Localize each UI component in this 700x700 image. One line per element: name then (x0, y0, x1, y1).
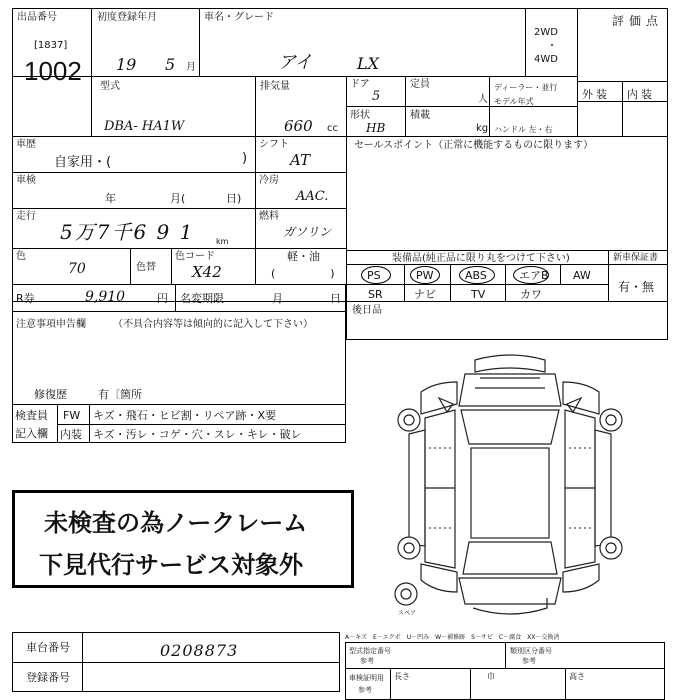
ac-label: 冷房 (259, 175, 279, 186)
recycle-value: 9,910 (85, 289, 126, 305)
drive-dot: ・ (547, 41, 557, 52)
repair-label: 修復歴 (34, 388, 67, 401)
later-items-box (346, 302, 668, 340)
inspection-day: 日) (226, 192, 242, 205)
doors-label: ドア (350, 79, 370, 90)
mileage-unit: km (216, 237, 229, 246)
equip-abs: ABS (465, 269, 487, 282)
repair-value: 有〔箇所 (98, 388, 142, 401)
line (470, 668, 471, 700)
notes-hint: （不具合内容等は傾向的に記入して下さい） (113, 319, 313, 330)
equip-airbag: エアB (519, 269, 549, 282)
color-label: 色 (16, 251, 26, 262)
month-unit: 月 (186, 62, 196, 73)
line (89, 405, 90, 443)
line (57, 424, 346, 425)
notes-label: 注意事項申告欄 (16, 319, 86, 330)
shift-label: シフト (259, 139, 289, 150)
model-label: 型式 (100, 81, 120, 92)
exterior-label: 外装 (582, 88, 610, 101)
mileage-label: 走行 (16, 211, 36, 222)
model-value: DBA- HA1W (104, 119, 185, 134)
doors-value: 5 (372, 89, 381, 104)
equip-sr: SR (368, 288, 383, 301)
grade: LX (357, 54, 380, 73)
damage-legend: A－キズ E－エクボ U－凹み W－補修跡 S－サビ C－腐食 XX－交換済 (345, 634, 560, 641)
notice-line-2: 下見代行サービス対象外 (39, 551, 303, 579)
inspection-year: 年 (105, 192, 116, 205)
line (12, 76, 577, 77)
recycle-label: R券 (16, 292, 35, 305)
line (346, 264, 668, 265)
lot-code: [1837] (34, 40, 68, 51)
model-year-label: モデル年式 (494, 97, 534, 106)
line (12, 248, 346, 249)
cert-label: 型式指定番号 (349, 647, 391, 655)
reg-cert-ref: 参考 (358, 686, 372, 694)
line (560, 264, 561, 284)
lot-number-label: 出品番号 (17, 12, 57, 23)
name-change-month: 月 (272, 292, 283, 305)
handle-label: ハンドル 左・右 (494, 125, 553, 134)
recycle-row (12, 284, 346, 312)
name-change-label: 名変期限 (180, 292, 224, 305)
line (390, 668, 391, 700)
chassis-label: 車台番号 (26, 641, 70, 654)
line (255, 76, 256, 136)
interior-label: 内装 (627, 88, 655, 101)
line (255, 136, 256, 284)
line (12, 172, 346, 173)
lot-number: 1002 (24, 56, 82, 86)
displacement-value: 660 (284, 117, 313, 135)
first-registration-year: 19 (116, 55, 137, 74)
line (12, 208, 346, 209)
first-registration-label: 初度登録年月 (97, 12, 157, 23)
usage-close: ) (242, 151, 248, 166)
mileage-value: 5万7千6 9 1 (60, 220, 195, 244)
class-label: 類別区分番号 (510, 647, 552, 655)
drive-4wd: 4WD (534, 54, 558, 65)
equip-pw: PW (416, 269, 434, 282)
notice-line-1: 未検査の為ノークレーム (44, 509, 308, 537)
usage-label: 車歴 (16, 139, 36, 150)
line (346, 106, 577, 107)
dealer-label: ディーラー・並行 (494, 83, 558, 92)
line (199, 8, 200, 76)
class-ref: 参考 (522, 657, 536, 665)
interior-check-text: キズ・汚レ・コゲ・穴・スレ・キレ・破レ (93, 428, 302, 441)
interior-check-label: 内装 (60, 428, 82, 441)
spare-tire-icon (392, 580, 420, 608)
equip-tv: TV (471, 288, 486, 301)
line (175, 284, 176, 312)
capacity-unit: 人 (478, 94, 488, 105)
color-value: 70 (68, 261, 86, 277)
fw-text: キズ・飛石・ヒビ割・リペア跡・X要 (93, 409, 277, 422)
recycle-unit: 円 (157, 292, 168, 305)
line (577, 8, 578, 136)
inspection-month: 月( (170, 192, 186, 205)
line (171, 248, 172, 284)
registration-number-label: 登録番号 (26, 671, 70, 684)
usage-value: 自家用・( (54, 155, 112, 170)
later-items-label: 後日品 (352, 305, 382, 316)
displacement-unit: cc (327, 123, 338, 134)
reg-cert-label: 車検証明用 (349, 674, 384, 682)
capacity-label: 定員 (410, 79, 430, 90)
line (404, 264, 405, 302)
score-label: 評価点 (612, 14, 664, 28)
line (130, 248, 131, 284)
equip-navi: ナビ (414, 288, 436, 301)
body-value: HB (366, 121, 386, 135)
fuel-paren: ( ) (271, 267, 335, 280)
equip-cav: カワ (520, 288, 542, 301)
displacement-label: 排気量 (260, 81, 290, 92)
fuel-label: 燃料 (259, 211, 279, 222)
warranty-value: 有・無 (618, 280, 655, 294)
height-label: 高さ (569, 672, 585, 681)
cert-ref: 参考 (360, 657, 374, 665)
line (608, 250, 609, 302)
line (12, 136, 668, 137)
fw-label: FW (63, 409, 81, 422)
shift-value: AT (290, 151, 311, 169)
fuel-diesel: 軽・油 (287, 250, 320, 263)
inspection-label: 車検 (16, 175, 36, 186)
spare-label: スペア (398, 610, 417, 617)
color-change-label: 色替 (136, 262, 156, 273)
line (345, 668, 665, 669)
car-name: アイ (278, 52, 313, 73)
line (565, 668, 566, 700)
color-code-label: 色コード (175, 251, 215, 262)
equip-ps: PS (367, 269, 381, 282)
line (505, 264, 506, 302)
color-code-value: X42 (192, 263, 222, 281)
load-label: 積載 (410, 110, 430, 121)
load-unit: kg (476, 123, 489, 134)
line (505, 642, 506, 668)
width-label: 巾 (487, 672, 495, 681)
line (12, 662, 340, 663)
car-body-diagram (395, 348, 625, 633)
line (91, 8, 92, 136)
line (525, 8, 526, 76)
first-registration-month: 5 (165, 55, 176, 74)
ac-value: AAC. (296, 189, 329, 204)
line (450, 264, 451, 302)
fuel-petrol: ガソリン (283, 225, 332, 239)
line (346, 250, 668, 251)
length-label: 長さ (394, 672, 410, 681)
line (346, 136, 347, 302)
body-label: 形状 (350, 110, 370, 121)
equipment-label: 装備品(純正品に限り丸をつけて下さい) (392, 253, 570, 264)
line (82, 632, 83, 692)
inspector-label-2: 記入欄 (15, 427, 48, 440)
model-name-label: 車名・グレード (204, 12, 274, 23)
line (346, 284, 608, 285)
line (622, 81, 623, 136)
line (489, 76, 490, 136)
line (57, 405, 58, 443)
inspector-label-1: 検査員 (15, 409, 48, 422)
equip-aw: AW (573, 269, 591, 282)
sales-point-label: セールスポイント（正常に機能するものに限ります） (354, 140, 594, 151)
name-change-day: 日 (330, 292, 341, 305)
warranty-label: 新車保証書 (613, 253, 659, 263)
drive-2wd: 2WD (534, 27, 558, 38)
chassis-value: 0208873 (160, 641, 239, 660)
